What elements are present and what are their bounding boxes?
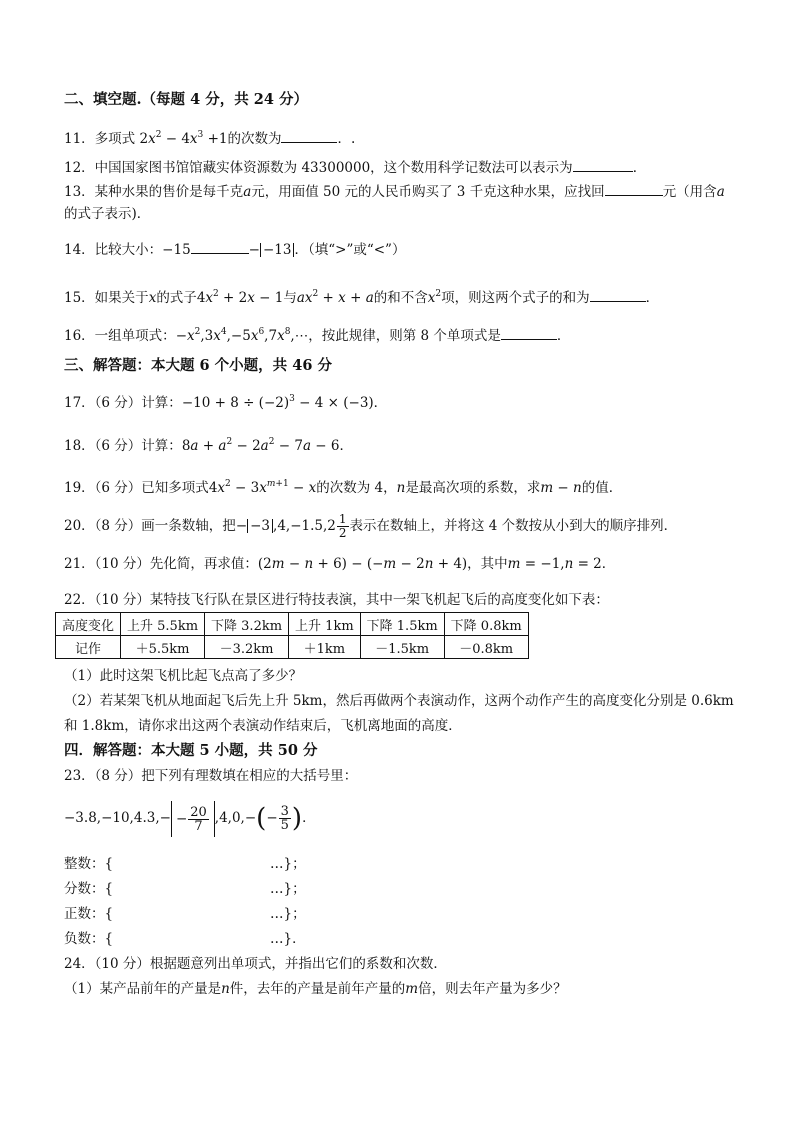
answer-blank[interactable] <box>501 325 557 340</box>
fractions-set[interactable]: 分数：{ …}； <box>64 881 306 897</box>
table-cell: 高度变化 <box>56 613 121 636</box>
answer-blank[interactable] <box>191 239 249 254</box>
table-cell: －3.2km <box>205 636 289 659</box>
positive-numbers-set[interactable]: 正数：{ …}； <box>64 906 306 922</box>
question-22-intro: 22．（10 分）某特技飞行队在景区进行特技表演，其中一架飞机起飞后的高度变化如下表： <box>64 592 609 608</box>
question-15: 15．如果关于x的式子$4x^2 + 2x - 1$与$ax^2 + x + a$的和不含$x^2$项，则这两个式子的和为 ． <box>64 289 660 306</box>
table-cell: 下降 3.2km <box>205 613 289 636</box>
table-cell: 记作 <box>56 636 121 659</box>
table-cell: 上升 1km <box>289 613 361 636</box>
answer-blank[interactable] <box>590 287 646 302</box>
table-row <box>56 613 529 636</box>
table-cell: ＋5.5km <box>121 636 205 659</box>
section-4-title: 四．解答题：本大题 5 小题，共 50 分 <box>64 742 318 759</box>
question-13-line-1: 13．某种水果的售价是每千克a元，用面值 50 元的人民币购买了 3 千克这种水果，应找回 元（用含a <box>64 181 725 202</box>
table-cell: 上升 5.5km <box>121 613 205 636</box>
question-16: 16．一组单项式：$-x^2,3x^4,-5x^6,7x^8,\cdots$，按此规律，则第 8 个单项式是 ． <box>64 327 571 344</box>
question-21: 21．（10 分）先化简，再求值：(2m − n + 6) − (−m − 2n + 4)，其中m = −1,n = 2． <box>64 556 616 572</box>
question-24-sub-1: （1）某产品前年的产量是n件，去年的产量是前年产量的m倍，则去年产量为多少？ <box>64 981 567 997</box>
question-12: 12．中国国家图书馆馆藏实体资源数为 43300000，这个数用科学记数法可以表示为 ． <box>64 157 646 178</box>
question-22-sub-2-line-2: 和 1.8km，请你求出这两个表演动作结束后，飞机离地面的高度． <box>64 718 462 734</box>
question-18: 18．（6 分）计算：$8a + a^2 - 2a^2 - 7a - 6$． <box>64 437 353 454</box>
table-cell: 下降 1.5km <box>360 613 444 636</box>
question-23-intro: 23．（8 分）把下列有理数填在相应的大括号里： <box>64 768 358 784</box>
question-11: 11．多项式 $2x^2 - 4x^3 +1$的次数为 ．. <box>64 130 356 147</box>
table-cell: ＋1km <box>289 636 361 659</box>
question-17: 17．（6 分）计算：$-10 + 8 \div (-2)^3 - 4 \times (-3)$． <box>64 394 388 411</box>
question-19: 19．（6 分）已知多项式$4x^2 - 3x^{m+1} - x$的次数为 4，n是最高次项的系数，求m − n的值． <box>64 479 623 496</box>
question-24-intro: 24．（10 分）根据题意列出单项式，并指出它们的系数和次数． <box>64 956 447 972</box>
section-2-title: 二、填空题.（每题 4 分，共 24 分） <box>64 91 309 108</box>
table-row <box>56 636 529 659</box>
answer-blank[interactable] <box>281 128 337 143</box>
table-cell: －0.8km <box>444 636 528 659</box>
negative-numbers-set[interactable]: 负数：{ …}． <box>64 931 306 947</box>
question-20: 20．（8 分）画一条数轴，把− −3 ,4,−1.5,2 $\frac{1}{2}$ 表示在数轴上，并将这 4 个数按从小到大的顺序排列． <box>64 512 678 540</box>
question-22-sub-1: （1）此时这架飞机比起飞点高了多少？ <box>64 668 303 684</box>
answer-blank[interactable] <box>573 157 633 172</box>
section-3-title: 三、解答题：本大题 6 个小题，共 46 分 <box>64 357 332 374</box>
table-cell: －1.5km <box>360 636 444 659</box>
question-13-line-2: 的式子表示)． <box>64 206 151 222</box>
table-cell: 下降 0.8km <box>444 613 528 636</box>
integers-set[interactable]: 整数：{ …}； <box>64 856 306 872</box>
question-14: 14．比较大小：−15 − −13 ．（填“>”或“<”） <box>64 239 405 260</box>
answer-blank[interactable] <box>605 181 663 196</box>
question-23-numbers: −3.8,−10,4.3,− − $\frac{20}{7}$ ,4,0,−(− $\frac{3}{5}$ )． <box>64 800 316 837</box>
altitude-change-table <box>55 612 529 659</box>
question-22-sub-2-line-1: （2）若某架飞机从地面起飞后先上升 5km，然后再做两个表演动作，这两个动作产生的高度变化分别是 0.6km <box>64 693 734 709</box>
